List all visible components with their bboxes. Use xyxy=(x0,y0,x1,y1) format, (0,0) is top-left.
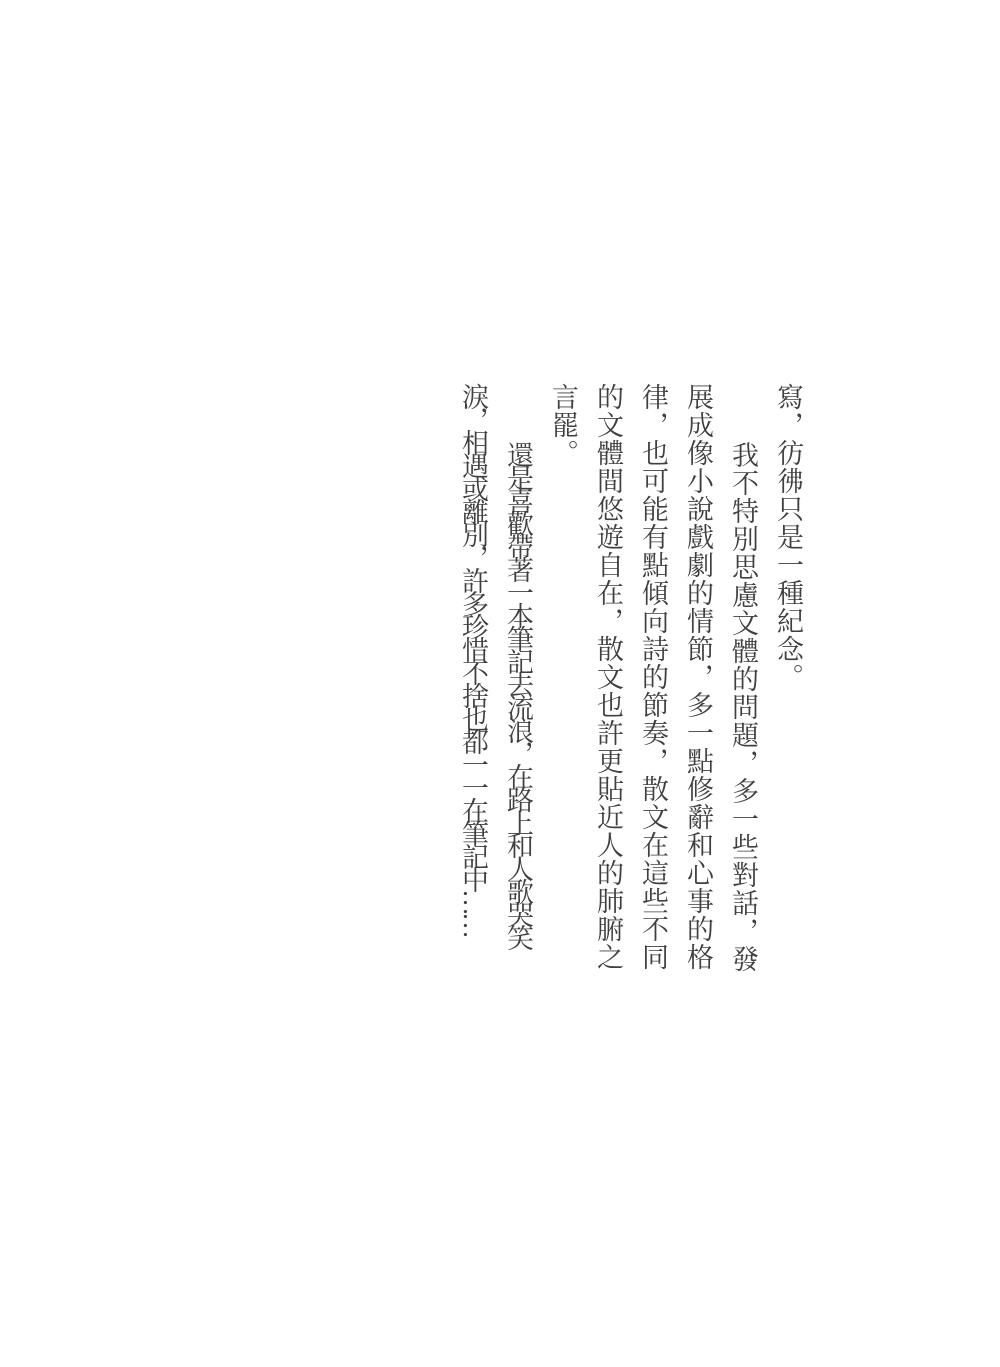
text-column-1: 寫，彷彿只是一種紀念。 xyxy=(773,383,803,691)
text-column-5: 的文體間悠遊自在，散文也許更貼近人的肺腑之 xyxy=(593,383,623,971)
vertical-text-block xyxy=(450,383,810,983)
text-column-8: 淚，相遇或離別，許多珍惜不捨也都一一在筆記中…… xyxy=(458,383,488,935)
text-column-3: 展成像小說戲劇的情節，多一點修辭和心事的格 xyxy=(683,383,713,971)
text-column-2: 我不特別思慮文體的問題，多一些對話，發 xyxy=(728,441,758,973)
text-column-7: 還是喜歡帶著一本筆記去流浪，在路上和人歌哭笑 xyxy=(503,441,533,947)
text-column-6: 言罷。 xyxy=(548,383,578,467)
text-column-4: 律，也可能有點傾向詩的節奏，散文在這些不同 xyxy=(638,383,668,971)
